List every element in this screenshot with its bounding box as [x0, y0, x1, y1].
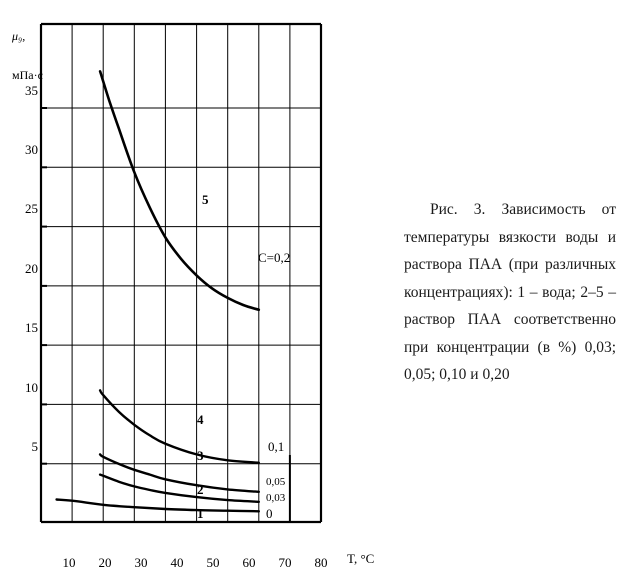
x-axis-label: T, °C: [347, 551, 375, 566]
y-tick-25: 25: [25, 201, 38, 216]
y-tick-15: 15: [25, 320, 38, 335]
x-tick-60: 60: [242, 555, 256, 570]
y-axis-label-units: мПа·с: [12, 68, 43, 82]
curve-label-4: 4: [197, 412, 204, 427]
x-tick-10: 10: [62, 555, 76, 570]
figure-caption: [404, 196, 616, 389]
conc-label-01: 0,1: [268, 439, 285, 454]
y-tick-10: 10: [25, 380, 38, 395]
curve-label-1: 1: [197, 506, 204, 521]
series-curve-5: [100, 71, 259, 309]
x-tick-70: 70: [278, 555, 292, 570]
y-tick-35: 35: [25, 83, 38, 98]
conc-label-005: 0,05: [266, 476, 286, 488]
curve-label-2: 2: [197, 482, 204, 497]
axis-lines: [41, 24, 321, 522]
conc-label-0: 0: [266, 506, 273, 521]
series-curve-2: [100, 475, 259, 502]
y-tick-20: 20: [25, 261, 38, 276]
x-tick-20: 20: [98, 555, 112, 570]
x-tick-30: 30: [134, 555, 148, 570]
conc-label-02: C=0,2: [258, 250, 291, 265]
grid-lines: [41, 24, 321, 522]
series-curve-4: [100, 390, 259, 462]
y-tick-5: 5: [31, 439, 38, 454]
x-tick-80: 80: [314, 555, 328, 570]
x-tick-40: 40: [170, 555, 184, 570]
curve-label-3: 3: [197, 448, 204, 463]
curve-label-5: 5: [202, 192, 209, 207]
x-tick-50: 50: [206, 555, 220, 570]
figure-caption-text: Рис. 3. Зависимость от температуры вязкости воды и раствора ПАА (при различных концентрациях): 1 – вода; 2–5 – раствор ПАА соответственно при концентрации (в %) 0,03; 0,05; 0,10 и 0,20: [404, 201, 616, 383]
conc-label-003: 0,03: [266, 492, 286, 504]
y-tick-30: 30: [25, 142, 38, 157]
y-axis-label-symbol: μ₉,: [12, 29, 26, 43]
